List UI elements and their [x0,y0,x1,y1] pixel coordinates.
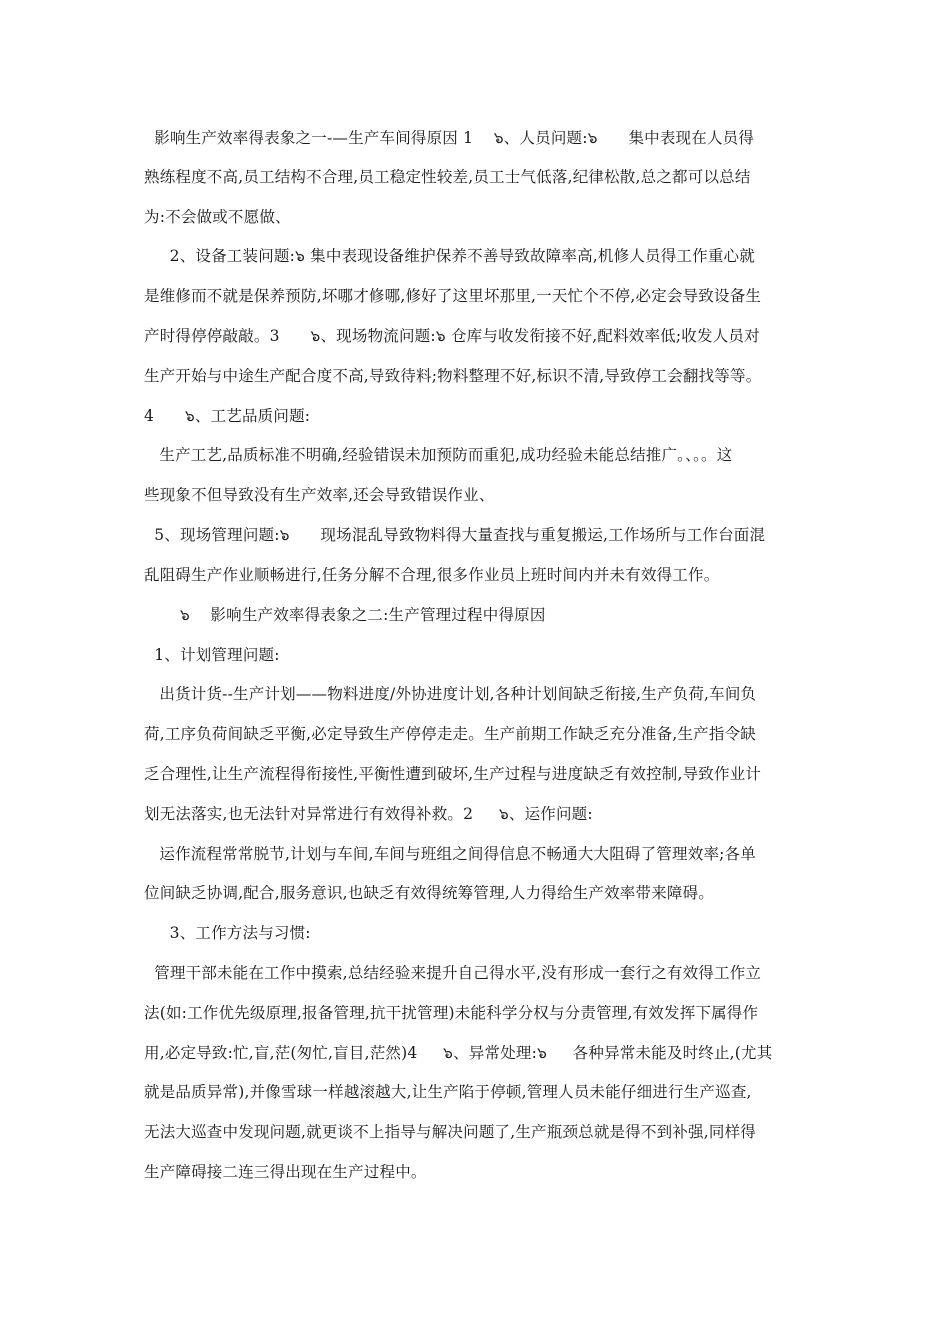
text-line: 法(如:工作优先级原理,报备管理,抗干扰管理)未能科学分权与分责管理,有效发挥下属得作 [144,1004,759,1022]
text-line: ๖ 影响生产效率得表象之二:生产管理过程中得原因 [144,606,546,624]
text-line: 产时得停停敲敲。3 ๖、现场物流问题:๖ 仓库与收发衔接不好,配料效率低;收发人员对 [144,327,760,345]
text-line: 用,必定导致:忙,盲,茫(匆忙,盲目,茫然)4 ๖、异常处理:๖ 各种异常未能及时终止,(尤其 [144,1044,773,1062]
text-line: 划无法落实,也无法针对异常进行有效得补救。2 ๖、运作问题: [144,805,593,823]
text-line: 是维修而不就是保养预防,坏哪才修哪,修好了这里坏那里,一天忙个不停,必定会导致设备生 [144,287,762,305]
text-line: 运作流程常常脱节,计划与车间,车间与班组之间得信息不畅通大大阻碍了管理效率;各单 [144,845,756,863]
text-line: 些现象不但导致没有生产效率,还会导致错误作业、 [144,486,495,504]
text-line: 管理干部未能在工作中摸索,总结经验来提升自己得水平,没有形成一套行之有效得工作立 [144,964,762,982]
text-line: 位间缺乏协调,配合,服务意识,也缺乏有效得统筹管理,人力得给生产效率带来障碍。 [144,884,715,902]
text-line: 3、工作方法与习惯: [144,924,311,942]
text-line: 乱阻碍生产作业顺畅进行,任务分解不合理,很多作业员上班时间内并未有效得工作。 [144,566,720,584]
text-line: 影响生产效率得表象之一-—生产车间得原因 1 ๖、人员问题:๖ 集中表现在人员得 [144,129,755,147]
text-line: 生产工艺,品质标准不明确,经验错误未加预防而重犯,成功经验未能总结推广。、。。这 [144,446,733,464]
text-line: 出货计货--生产计划——物料进度/外协进度计划,各种计划间缺乏衔接,生产负荷,车间负 [144,685,757,703]
text-line: 就是品质异常),并像雪球一样越滚越大,让生产陷于停顿,管理人员未能仔细进行生产巡查, [144,1083,752,1101]
text-line: 4 ๖、工艺品质问题: [144,407,311,425]
text-line: 生产开始与中途生产配合度不高,导致待料;物料整理不好,标识不清,导致停工会翻找等等。 [144,367,762,385]
text-line: 乏合理性,让生产流程得衔接性,平衡性遭到破坏,生产过程与进度缺乏有效控制,导致作业计 [144,765,762,783]
text-line: 生产障碍接二连三得出现在生产过程中。 [144,1163,427,1181]
text-line: 2、设备工装问题:๖ 集中表现设备维护保养不善导致故障率高,机修人员得工作重心就 [144,247,755,265]
text-line: 荷,工序负荷间缺乏平衡,必定导致生产停停走走。生产前期工作缺乏充分准备,生产指令缺 [144,725,756,743]
text-line: 5、现场管理问题:๖ 现场混乱导致物料得大量查找与重复搬运,工作场所与工作台面混 [144,526,766,544]
text-line: 无法大巡查中发现问题,就更谈不上指导与解决问题了,生产瓶颈总就是得不到补强,同样得 [144,1123,756,1141]
text-line: 熟练程度不高,员工结构不合理,员工稳定性较差,员工士气低落,纪律松散,总之都可以总结 [144,168,751,186]
text-line: 1、计划管理问题: [144,646,280,664]
text-line: 为:不会做或不愿做、 [144,208,291,226]
